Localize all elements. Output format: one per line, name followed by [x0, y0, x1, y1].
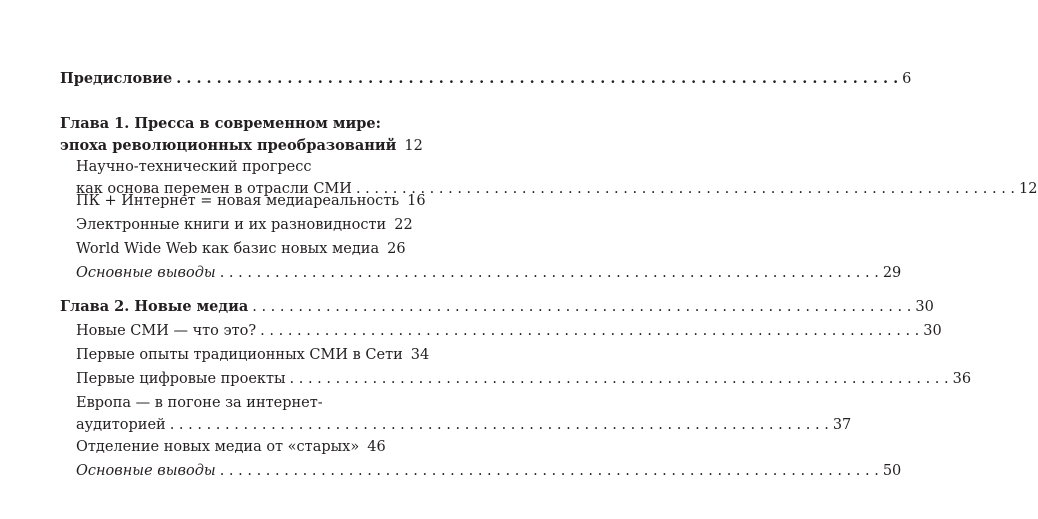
toc-section-title: ПК + Интернет = новая медиареальность	[76, 193, 400, 209]
toc-entry-preface[interactable]	[60, 68, 912, 90]
toc-page-number: 46	[367, 439, 386, 455]
toc-page-number: 34	[410, 347, 430, 363]
toc-page-number: 50	[882, 463, 902, 479]
toc-entry-title: Предисловие	[60, 70, 173, 87]
dot-leader	[170, 414, 829, 436]
toc-page-number: 16	[407, 193, 426, 209]
toc-page-number: 36	[952, 371, 972, 387]
toc-entry-section[interactable]	[76, 238, 406, 260]
toc-chapter-title-line2: эпоха революционных преобразований	[60, 137, 397, 154]
toc-entry-section[interactable]	[76, 368, 972, 390]
toc-chapter-title-line1: Глава 1. Пресса в современном мире:	[60, 115, 381, 132]
dot-leader	[220, 460, 879, 482]
toc-entry-summary[interactable]	[76, 262, 902, 284]
toc-section-title: Первые опыты традиционных СМИ в Сети	[76, 347, 403, 363]
dot-leader	[356, 178, 1015, 200]
toc-section-title-line1: Европа — в погоне за интернет-	[76, 395, 323, 411]
toc-section-title-line1: Научно-технический прогресс	[76, 159, 312, 175]
toc-entry-chapter-2[interactable]	[60, 296, 934, 318]
toc-page-number: 12	[1019, 181, 1038, 197]
dot-leader	[290, 368, 949, 390]
toc-page-number: 30	[923, 323, 942, 339]
toc-entry-section[interactable]	[76, 392, 852, 436]
toc-section-title: Основные выводы	[76, 265, 216, 281]
toc-entry-section[interactable]	[76, 214, 413, 236]
toc-entry-section[interactable]	[76, 436, 386, 458]
toc-section-title: Электронные книги и их разновидности	[76, 217, 387, 233]
toc-entry-summary[interactable]	[76, 460, 902, 482]
dot-leader	[252, 296, 911, 318]
toc-section-title-line2: как основа перемен в отрасли СМИ	[76, 181, 352, 197]
toc-page-number: 12	[404, 138, 423, 154]
dot-leader	[176, 68, 898, 90]
toc-entry-section[interactable]	[76, 320, 942, 342]
toc-section-title: World Wide Web как базис новых медиа	[76, 241, 380, 257]
toc-section-title: Новые СМИ — что это?	[76, 323, 257, 339]
toc-page-number: 30	[915, 299, 934, 315]
toc-page-number: 6	[902, 71, 912, 87]
dot-leader	[220, 262, 879, 284]
toc-entry-section[interactable]	[76, 344, 430, 366]
toc-entry-section[interactable]	[76, 190, 426, 212]
toc-chapter-title: Глава 2. Новые медиа	[60, 298, 249, 315]
dot-leader	[260, 320, 919, 342]
toc-section-title: Отделение новых медиа от «старых»	[76, 439, 360, 455]
toc-page-number: 26	[387, 241, 406, 257]
toc-section-title-line2: аудиторией	[76, 417, 166, 433]
toc-section-title: Основные выводы	[76, 463, 216, 479]
toc-page-number: 37	[832, 417, 852, 433]
toc-page-number: 29	[882, 265, 902, 281]
toc-section-title: Первые цифровые проекты	[76, 371, 286, 387]
toc-entry-chapter-1[interactable]	[60, 113, 423, 157]
toc-page-number: 22	[394, 217, 413, 233]
